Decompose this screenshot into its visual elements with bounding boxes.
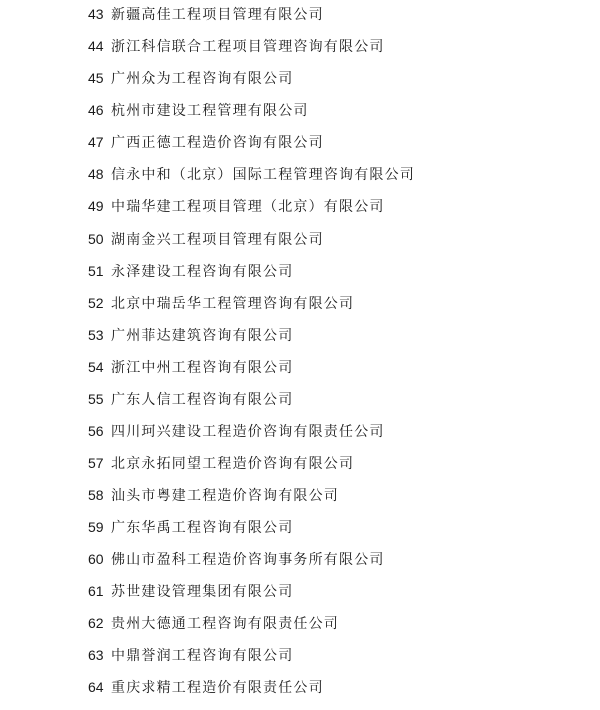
company-name: 汕头市粤建工程造价咨询有限公司: [111, 488, 339, 504]
item-number: 56: [88, 423, 104, 439]
item-number: 61: [88, 583, 104, 599]
item-number: 53: [88, 327, 104, 343]
list-item: [88, 35, 385, 57]
item-number: 48: [88, 166, 104, 182]
item-number: 58: [88, 487, 104, 503]
list-item: [88, 3, 324, 25]
item-number: 49: [88, 198, 104, 214]
company-name: 四川珂兴建设工程造价咨询有限责任公司: [111, 424, 385, 440]
company-name: 信永中和（北京）国际工程管理咨询有限公司: [111, 167, 415, 183]
item-number: 59: [88, 519, 104, 535]
item-number: 50: [88, 231, 104, 247]
company-name: 贵州大德通工程咨询有限责任公司: [111, 616, 339, 632]
item-number: 46: [88, 102, 104, 118]
list-item: [88, 99, 309, 121]
list-item: [88, 516, 293, 538]
list-item: [88, 228, 324, 250]
list-item: [88, 67, 293, 89]
company-name: 佛山市盈科工程造价咨询事务所有限公司: [111, 552, 385, 568]
list-item: [88, 131, 324, 153]
item-number: 63: [88, 647, 104, 663]
company-name: 广州众为工程咨询有限公司: [111, 71, 294, 87]
list-item: [88, 260, 293, 282]
list-item: [88, 676, 324, 698]
company-name: 中鼎誉润工程咨询有限公司: [111, 648, 294, 664]
item-number: 60: [88, 551, 104, 567]
company-name: 广东华禹工程咨询有限公司: [111, 520, 294, 536]
list-item: [88, 324, 293, 346]
company-name: 湖南金兴工程项目管理有限公司: [111, 232, 324, 248]
list-item: [88, 195, 385, 217]
company-name: 北京永拓同望工程造价咨询有限公司: [111, 456, 355, 472]
list-item: [88, 356, 293, 378]
list-item: [88, 580, 293, 602]
item-number: 57: [88, 455, 104, 471]
list-item: [88, 452, 354, 474]
list-item: [88, 163, 415, 185]
company-name: 杭州市建设工程管理有限公司: [111, 103, 309, 119]
item-number: 54: [88, 359, 104, 375]
list-item: [88, 420, 385, 442]
item-number: 51: [88, 263, 104, 279]
item-number: 55: [88, 391, 104, 407]
list-item: [88, 644, 293, 666]
item-number: 64: [88, 679, 104, 695]
company-name: 永泽建设工程咨询有限公司: [111, 264, 294, 280]
company-name: 苏世建设管理集团有限公司: [111, 584, 294, 600]
item-number: 47: [88, 134, 104, 150]
company-name: 重庆求精工程造价有限责任公司: [111, 680, 324, 696]
list-item: [88, 292, 354, 314]
company-name: 广州菲达建筑咨询有限公司: [111, 328, 294, 344]
item-number: 52: [88, 295, 104, 311]
company-name: 广东人信工程咨询有限公司: [111, 392, 294, 408]
list-item: [88, 548, 385, 570]
company-name: 浙江中州工程咨询有限公司: [111, 360, 294, 376]
list-item: [88, 388, 293, 410]
list-item: [88, 484, 339, 506]
company-name: 浙江科信联合工程项目管理咨询有限公司: [111, 39, 385, 55]
company-name: 北京中瑞岳华工程管理咨询有限公司: [111, 296, 355, 312]
item-number: 43: [88, 6, 104, 22]
company-name: 广西正德工程造价咨询有限公司: [111, 135, 324, 151]
company-name: 新疆高佳工程项目管理有限公司: [111, 7, 324, 23]
item-number: 45: [88, 70, 104, 86]
company-name: 中瑞华建工程项目管理（北京）有限公司: [111, 199, 385, 215]
list-item: [88, 612, 339, 634]
item-number: 44: [88, 38, 104, 54]
item-number: 62: [88, 615, 104, 631]
